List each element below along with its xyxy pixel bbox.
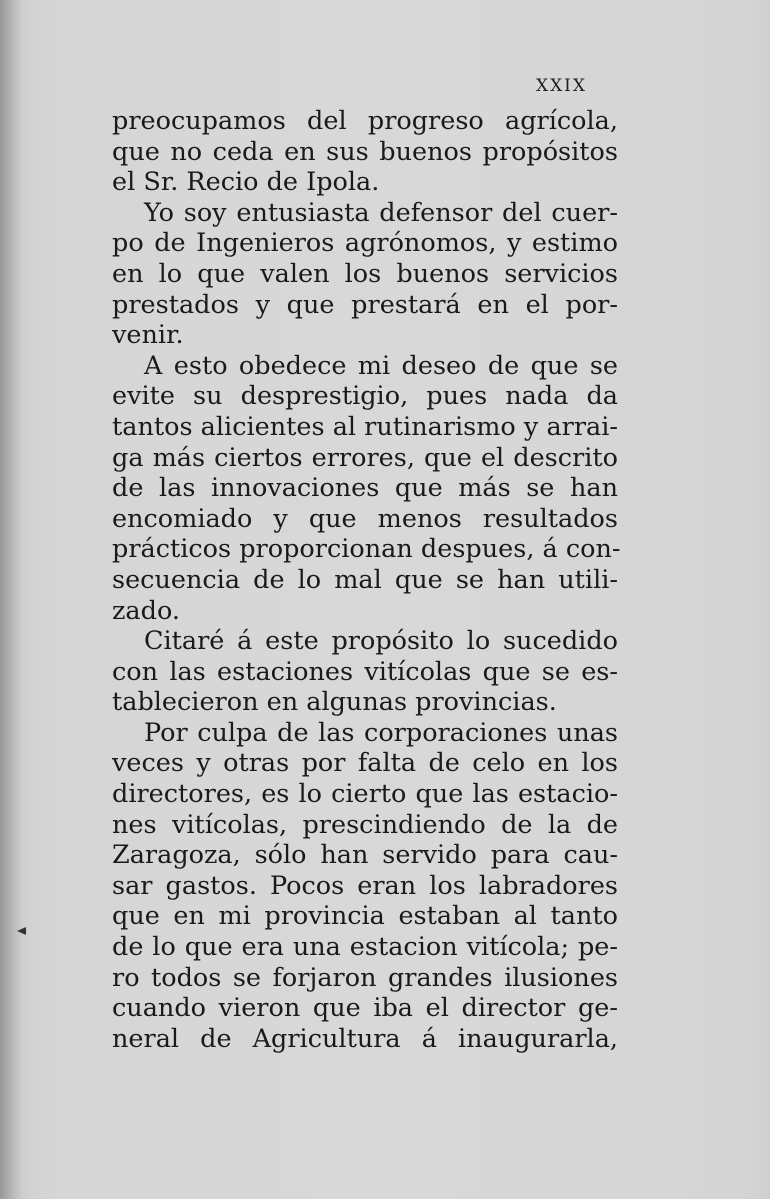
- text-line: Zaragoza, sólo han servido para cau-: [112, 840, 618, 871]
- text-line: A esto obedece mi deseo de que se: [144, 350, 618, 381]
- text-line: Yo soy entusiasta defensor del cuer-: [144, 197, 618, 228]
- text-line: venir.: [112, 320, 184, 351]
- text-line: tablecieron en algunas provincias.: [112, 687, 557, 718]
- text-line: sar gastos. Pocos eran los labradores: [112, 870, 618, 901]
- text-line: ro todos se forjaron grandes ilusiones: [112, 962, 618, 993]
- text-line: secuencia de lo mal que se han utili-: [112, 564, 618, 595]
- text-line: que no ceda en sus buenos propósitos: [112, 136, 618, 167]
- text-line: po de Ingenieros agrónomos, y estimo: [112, 228, 618, 259]
- text-line: veces y otras por falta de celo en los: [112, 748, 618, 779]
- body-text: [112, 106, 621, 1054]
- text-line: Por culpa de las corporaciones unas: [144, 717, 618, 748]
- page-number: XXIX: [535, 76, 587, 96]
- text-line: el Sr. Recio de Ipola.: [112, 167, 380, 198]
- text-line: de las innovaciones que más se han: [112, 473, 618, 504]
- text-line: ga más ciertos errores, que el descrito: [112, 442, 618, 473]
- text-line: directores, es lo cierto que las estacio-: [112, 779, 618, 810]
- text-line: prácticos proporcionan despues, á con-: [112, 534, 621, 565]
- binding-gutter-shadow: [0, 0, 22, 1199]
- text-line: evite su desprestigio, pues nada da: [112, 381, 618, 412]
- text-line: prestados y que prestará en el por-: [112, 289, 618, 320]
- margin-arrow-icon: [17, 927, 26, 935]
- text-line: con las estaciones vitícolas que se es-: [112, 656, 618, 687]
- text-line: cuando vieron que iba el director ge-: [112, 993, 618, 1024]
- text-line: que en mi provincia estaban al tanto: [112, 901, 618, 932]
- text-line: preocupamos del progreso agrícola,: [112, 106, 618, 136]
- text-line: en lo que valen los buenos servicios: [112, 258, 618, 289]
- text-line: tantos alicientes al rutinarismo y arrai-: [112, 411, 618, 442]
- text-line: Citaré á este propósito lo sucedido: [144, 626, 618, 657]
- text-line: zado.: [112, 595, 180, 626]
- text-line: de lo que era una estacion vitícola; pe-: [112, 932, 618, 963]
- text-line: nes vitícolas, prescindiendo de la de: [112, 809, 618, 840]
- text-line: encomiado y que menos resultados: [112, 503, 618, 534]
- text-line: neral de Agricultura á inaugurarla,: [112, 1023, 618, 1054]
